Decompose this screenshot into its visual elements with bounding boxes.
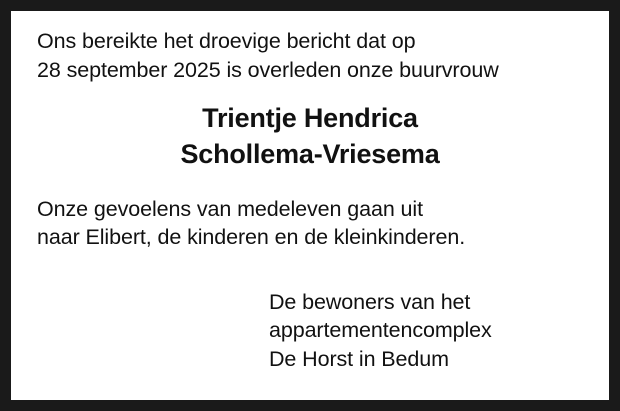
signature-line-1: De bewoners van het	[269, 289, 471, 314]
deceased-name-line-1: Trientje Hendrica	[202, 103, 418, 134]
signature-line-2: appartementencomplex	[269, 318, 492, 343]
signature-block	[37, 288, 583, 374]
condolence-paragraph	[37, 195, 583, 252]
signature-line-3: De Horst in Bedum	[269, 346, 449, 371]
deceased-name-line-2: Schollema-Vriesema	[180, 139, 440, 170]
intro-line-2: 28 september 2025 is overleden onze buurvrouw	[37, 57, 499, 82]
condolence-line-2: naar Elibert, de kinderen en de kleinkinderen.	[37, 225, 466, 250]
intro-paragraph	[37, 27, 583, 84]
deceased-name	[37, 100, 583, 172]
intro-line-1: Ons bereikte het droevige bericht dat op	[37, 29, 416, 53]
condolence-line-1: Onze gevoelens van medeleven gaan uit	[37, 196, 423, 221]
notice-content	[11, 11, 609, 400]
